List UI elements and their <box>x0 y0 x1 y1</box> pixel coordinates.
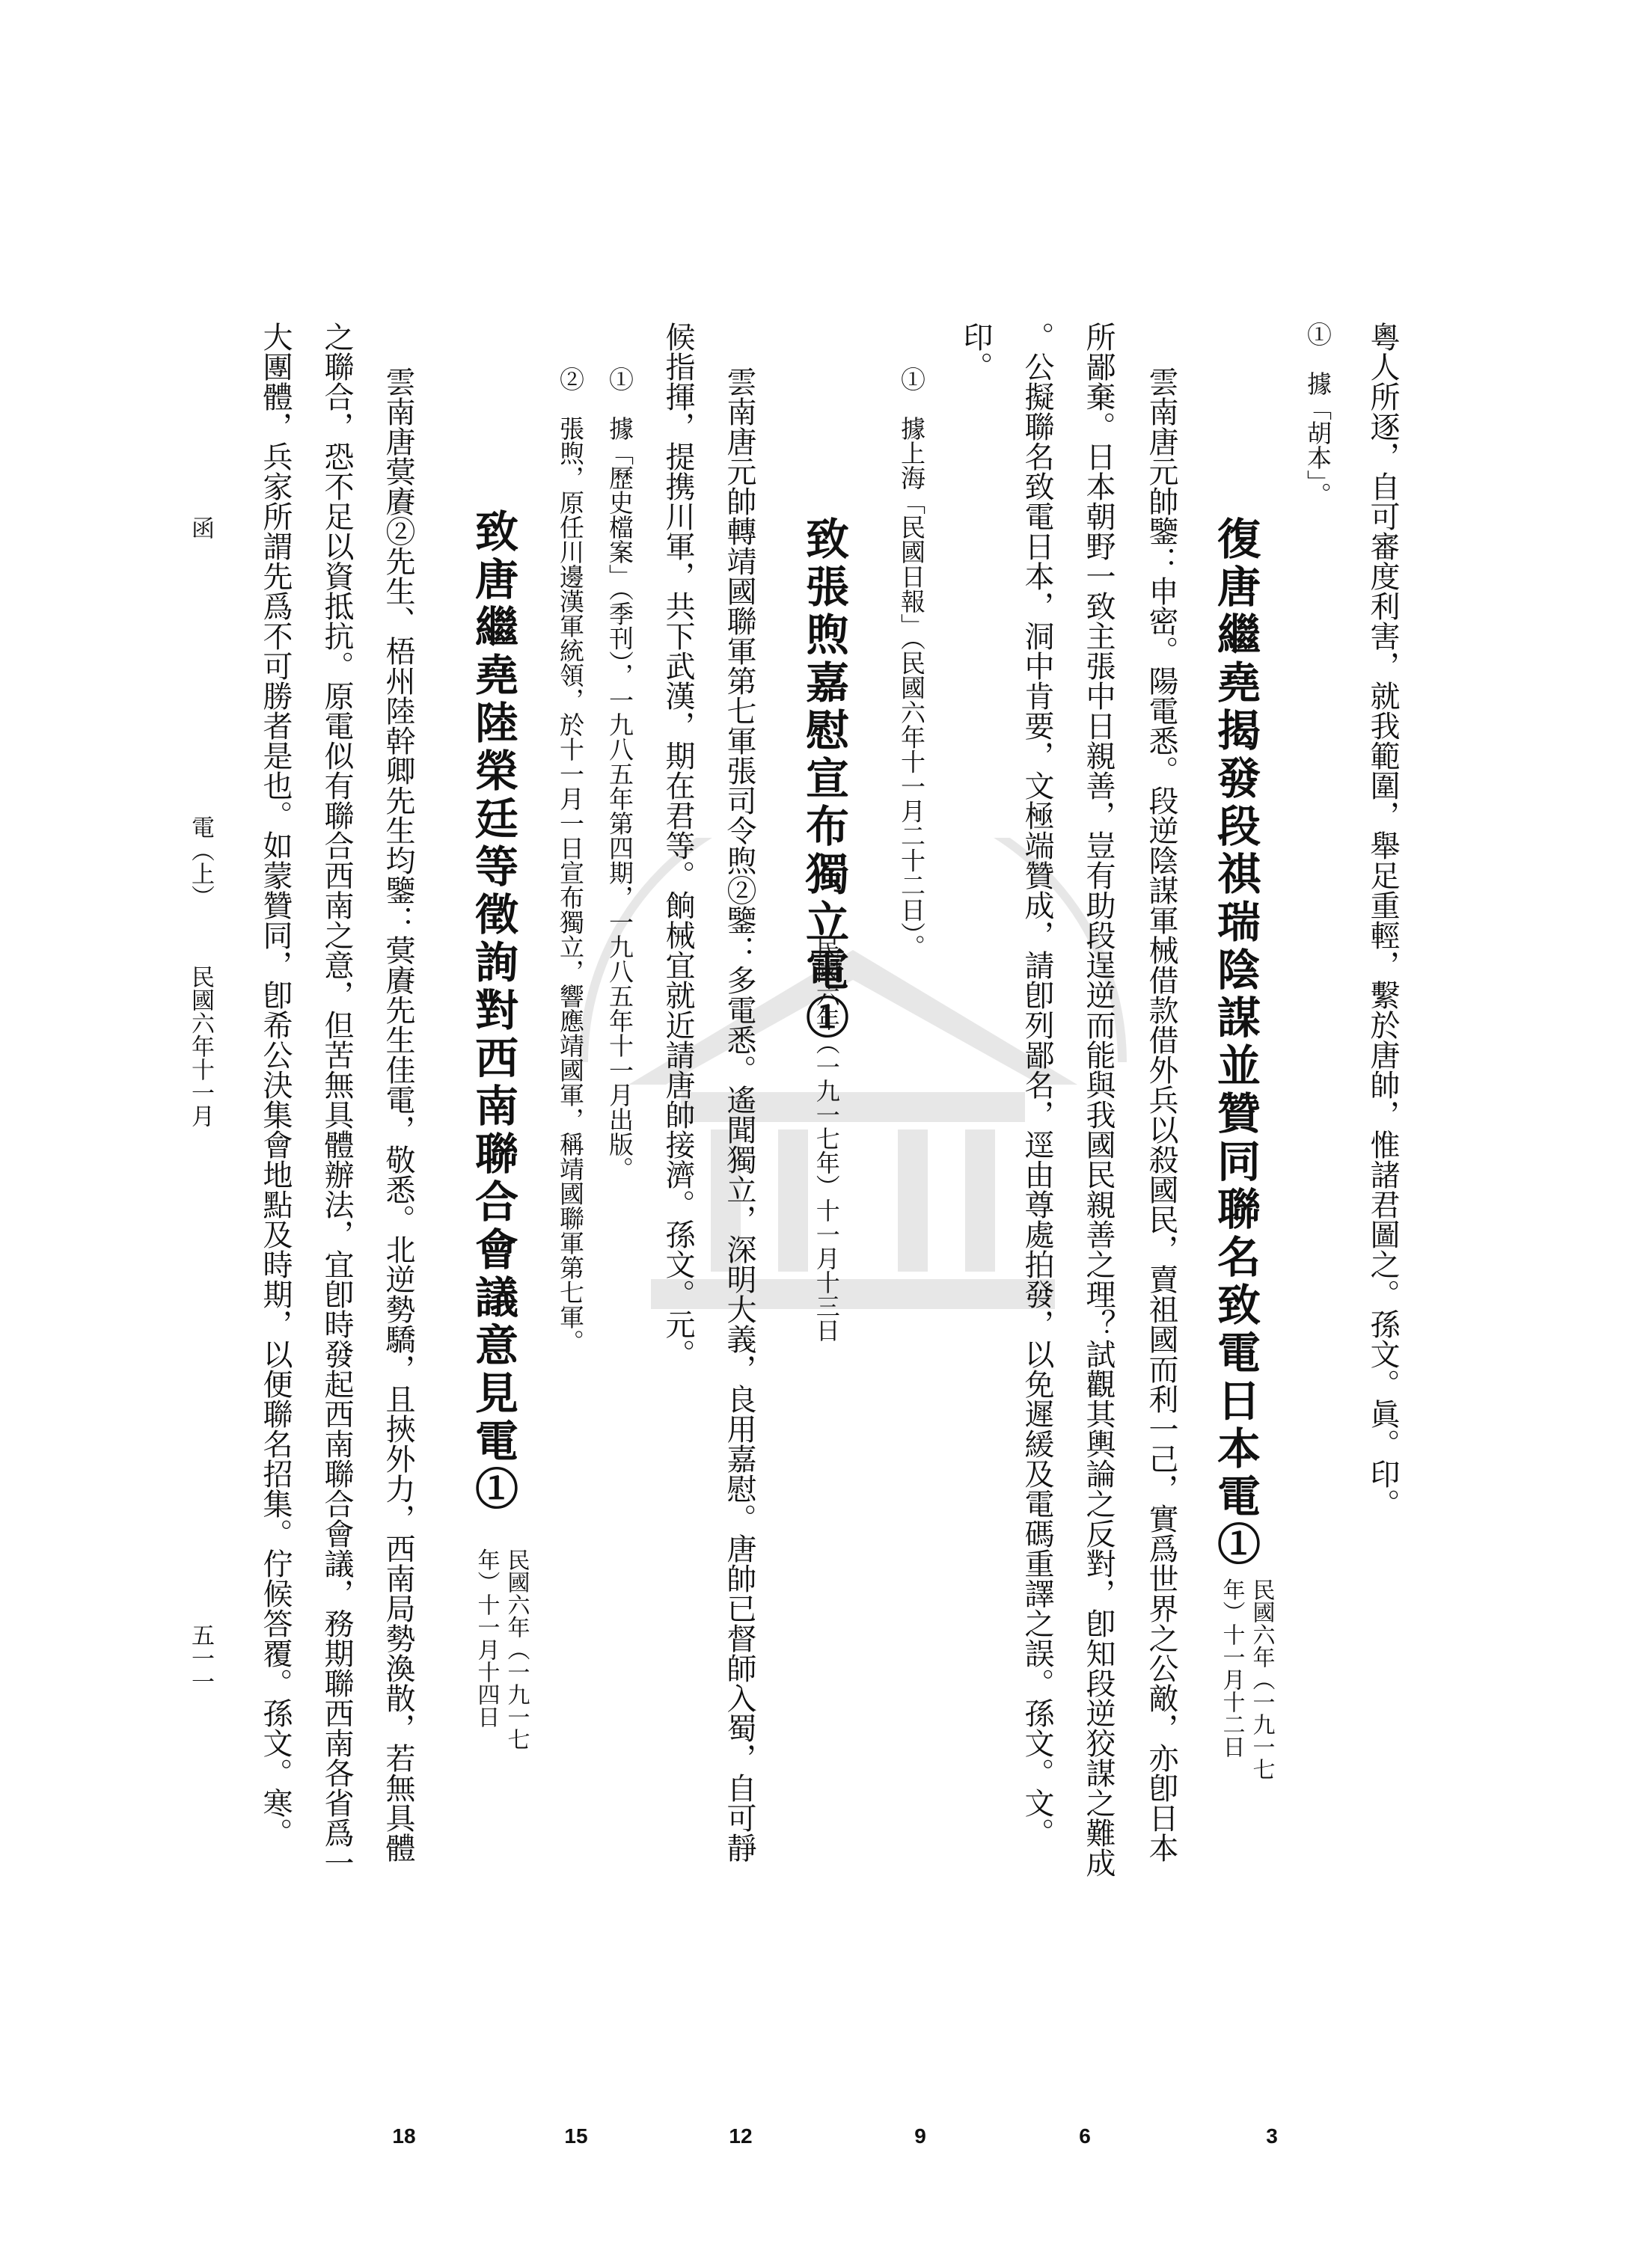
footer-date: 民國六年十一月 <box>187 965 214 1127</box>
text-column-11: 候指揮，提携川軍，共下武漢，期在君等。餉械宜就近請唐帥接濟。孫文。元。 <box>661 322 695 1369</box>
footer-category: 電（上） <box>187 815 214 908</box>
line-number: 15 <box>564 2124 588 2148</box>
section-date-2: 民國六年（一九一七年）十一月十三日 <box>812 935 841 1342</box>
text-column-1: 粵人所逐，自可審度利害，就我範圍，舉足重輕，繫於唐帥，惟諸君圖之。孫文。眞。印。 <box>1365 322 1400 1518</box>
section-title-1: 復唐繼堯揭發段祺瑞陰謀並贊同聯名致電日本電① <box>1210 516 1261 1569</box>
text-column-15: 雲南唐蓂賡②先生、梧州陸幹卿先生均鑒：蓂賡先生佳電，敬悉。北逆勢驕，且挾外力，西南局勢渙散，若無具體 <box>381 367 415 1863</box>
section-title-3: 致唐繼堯陸榮廷等徵詢對西南聯合會議意見電① <box>468 509 518 1514</box>
section-date-1b: 年）十一月十二日 <box>1218 1578 1245 1758</box>
line-number: 6 <box>1079 2124 1091 2148</box>
line-number: 9 <box>914 2124 926 2148</box>
text-column-5: 所鄙棄。日本朝野一致主張中日親善，豈有助段逞逆而能與我國民親善之理？試觀其輿論之反對，卽知段逆狡謀之難成 <box>1081 322 1116 1878</box>
section-date-3b: 年）十一月十四日 <box>473 1548 500 1728</box>
footnote-4-zhang-xu: ② 張煦，原任川邊漢軍統領，於十一月一日宣布獨立，響應靖國軍，稱靖國聯軍第七軍。 <box>556 367 585 1354</box>
footer-section: 函 <box>187 516 214 539</box>
footnote-3-lishi-dangan: ① 據「歷史檔案」（季刊），一九八五年第四期，一九八五年十一月出版。 <box>605 367 634 1181</box>
text-column-16: 之聯合，恐不足以資抵抗。原電似有聯合西南之意，但苦無具體辦法，宜卽時發起西南聯合會議，務期聯西南各省爲一 <box>319 322 354 1878</box>
section-date-3a: 民國六年（一九一七 <box>503 1548 530 1750</box>
footnote-1-hu-ben: ① 據「胡本」。 <box>1303 322 1332 507</box>
line-number: 12 <box>729 2124 753 2148</box>
line-number: 3 <box>1266 2124 1278 2148</box>
footnote-2-minguo-ribao: ① 據上海「民國日報」（民國六年十一月二十二日）。 <box>897 367 926 959</box>
text-column-6: 。公擬聯名致電日本，洞中肯要，文極端贊成，請卽列鄙名，逕由尊處拍發，以免遲緩及電碼重譯之誤。孫文。文。 <box>1020 322 1054 1848</box>
text-column-17: 大團體，兵家所謂先爲不可勝者是也。如蒙贊同，卽希公決集會地點及時期，以便聯名招集。佇候答覆。孫文。寒。 <box>258 322 293 1848</box>
section-date-1a: 民國六年（一九一七 <box>1248 1578 1275 1780</box>
text-column-10: 雲南唐元帥轉靖國聯軍第七軍張司令煦②鑒：多電悉。遙聞獨立，深明大義，良用嘉慰。唐帥已督師入蜀，自可靜 <box>722 367 756 1863</box>
line-number: 18 <box>392 2124 416 2148</box>
text-column-7: 印。 <box>958 322 993 381</box>
footer-page-number: 五一一 <box>187 1623 214 1693</box>
text-column-4: 雲南唐元帥鑒：申密。陽電悉。段逆陰謀軍械借款借外兵以殺國民，賣祖國而利一己，實爲世界之公敵，亦卽日本 <box>1144 367 1178 1863</box>
section-title-2: 致張煦嘉慰宣布獨立電① <box>798 516 849 1043</box>
